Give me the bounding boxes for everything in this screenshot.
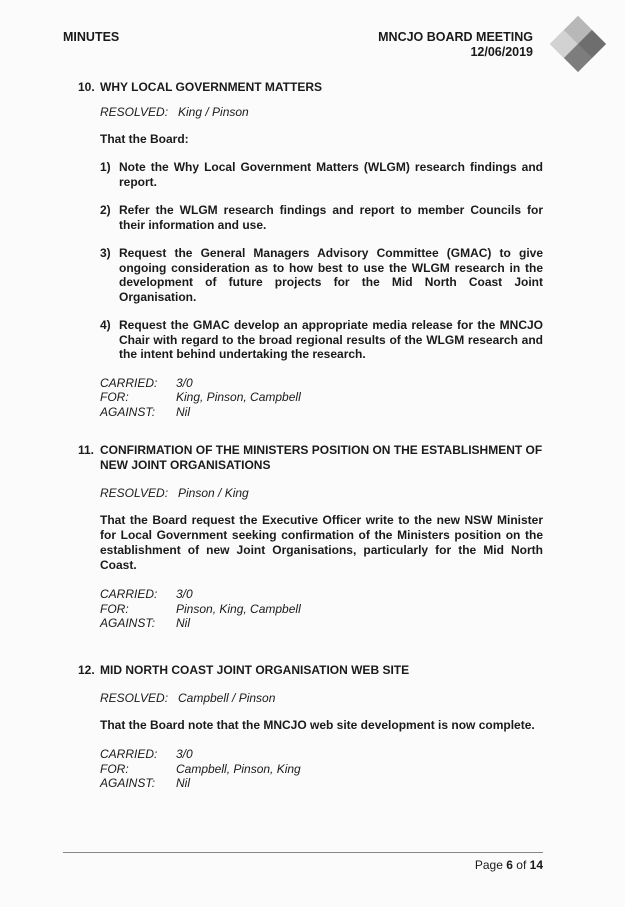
section-number: 12. — [78, 663, 95, 677]
section-heading — [78, 663, 543, 678]
vote-carried-label: CARRIED: — [100, 375, 158, 390]
vote-carried-value: 3/0 — [176, 747, 193, 761]
vote-for-row — [100, 762, 543, 777]
section-number: 10. — [78, 80, 95, 94]
vote-carried-label: CARRIED: — [100, 747, 158, 761]
list-item — [100, 203, 543, 232]
vote-for-label: FOR: — [100, 761, 129, 776]
vote-carried-row — [100, 376, 543, 391]
vote-carried-value: 3/0 — [176, 375, 193, 390]
section-title: MID NORTH COAST JOINT ORGANISATION WEB SITE — [100, 663, 410, 677]
vote-against-row — [100, 616, 543, 631]
list-item-text: Note the Why Local Government Matters (WLGM) research findings and report. — [119, 160, 543, 189]
list-item-number: 4) — [100, 318, 111, 332]
list-item-text: Refer the WLGM research findings and report to member Councils for their information and use. — [119, 203, 543, 232]
vote-for-row — [100, 602, 543, 617]
resolved-label: RESOLVED: — [100, 105, 169, 119]
resolution-intro: That the Board: — [100, 132, 189, 146]
list-item — [100, 318, 543, 362]
vote-against-label: AGAINST: — [100, 616, 156, 630]
vote-carried-value: 3/0 — [176, 587, 193, 601]
footer-divider — [63, 852, 543, 853]
vote-block — [100, 376, 543, 420]
resolved-label: RESOLVED: — [100, 486, 169, 500]
section-heading — [78, 443, 543, 473]
resolved-line — [100, 691, 543, 705]
vote-against-value: Nil — [176, 776, 190, 790]
section-12 — [78, 663, 543, 791]
section-11 — [78, 443, 543, 631]
vote-against-value: Nil — [176, 404, 190, 419]
resolved-line — [100, 486, 543, 500]
section-number: 11. — [78, 443, 95, 457]
vote-against-row — [100, 776, 543, 791]
vote-for-label: FOR: — [100, 601, 129, 616]
vote-against-row — [100, 405, 543, 420]
header-meeting-date: 12/06/2019 — [470, 45, 533, 59]
footer-page-label: Page — [474, 858, 503, 872]
resolution-text: That the Board request the Executive Officer write to the new NSW Minister for Local Government seeking confirmation of the Ministers position on the establishment of new Joint Organisations, particularly for the Mid North Coast. — [100, 513, 543, 572]
page-number-footer — [475, 858, 543, 872]
vote-for-value: Pinson, King, Campbell — [176, 601, 301, 616]
resolved-movers: Pinson / King — [178, 486, 249, 500]
vote-against-value: Nil — [176, 616, 190, 630]
footer-total-pages: 14 — [529, 858, 543, 872]
vote-for-label: FOR: — [100, 390, 129, 404]
vote-against-label: AGAINST: — [100, 404, 156, 419]
resolution-list — [100, 160, 543, 362]
mncjo-logo — [548, 14, 608, 74]
list-item — [100, 246, 543, 304]
list-item-number: 1) — [100, 160, 111, 174]
vote-for-value: King, Pinson, Campbell — [176, 390, 301, 404]
list-item-number: 3) — [100, 246, 111, 260]
section-title: CONFIRMATION OF THE MINISTERS POSITION ON THE ESTABLISHMENT OF NEW JOINT ORGANISATIONS — [100, 443, 543, 472]
resolved-movers: Campbell / Pinson — [178, 691, 276, 705]
vote-for-row — [100, 390, 543, 405]
vote-block — [100, 747, 543, 791]
resolved-movers: King / Pinson — [178, 105, 249, 119]
resolved-label: RESOLVED: — [100, 691, 169, 705]
section-title: WHY LOCAL GOVERNMENT MATTERS — [100, 80, 322, 94]
section-10 — [78, 80, 543, 419]
vote-carried-row — [100, 587, 543, 602]
list-item-number: 2) — [100, 203, 111, 217]
resolution-text: That the Board note that the MNCJO web site development is now complete. — [100, 718, 535, 732]
vote-carried-row — [100, 747, 543, 762]
list-item-text: Request the General Managers Advisory Committee (GMAC) to give ongoing consideration as to how best to use the WLGM research in the development of future projects for the Mid North Coast Joint Organisation. — [119, 246, 543, 304]
list-item-text: Request the GMAC develop an appropriate media release for the MNCJO Chair with regard to the broad regional results of the WLGM research and the intent behind undertaking the research. — [119, 318, 543, 361]
vote-against-label: AGAINST: — [100, 776, 156, 790]
vote-carried-label: CARRIED: — [100, 587, 158, 601]
footer-of-label: of — [516, 858, 527, 872]
resolved-line — [100, 105, 543, 119]
header-meeting-info — [378, 30, 533, 60]
header-minutes-label: MINUTES — [63, 30, 120, 44]
footer-page-number: 6 — [506, 858, 513, 872]
header-meeting-title: MNCJO BOARD MEETING — [378, 30, 533, 44]
vote-for-value: Campbell, Pinson, King — [176, 761, 301, 776]
vote-block — [100, 587, 543, 631]
section-heading — [78, 80, 543, 95]
list-item — [100, 160, 543, 189]
